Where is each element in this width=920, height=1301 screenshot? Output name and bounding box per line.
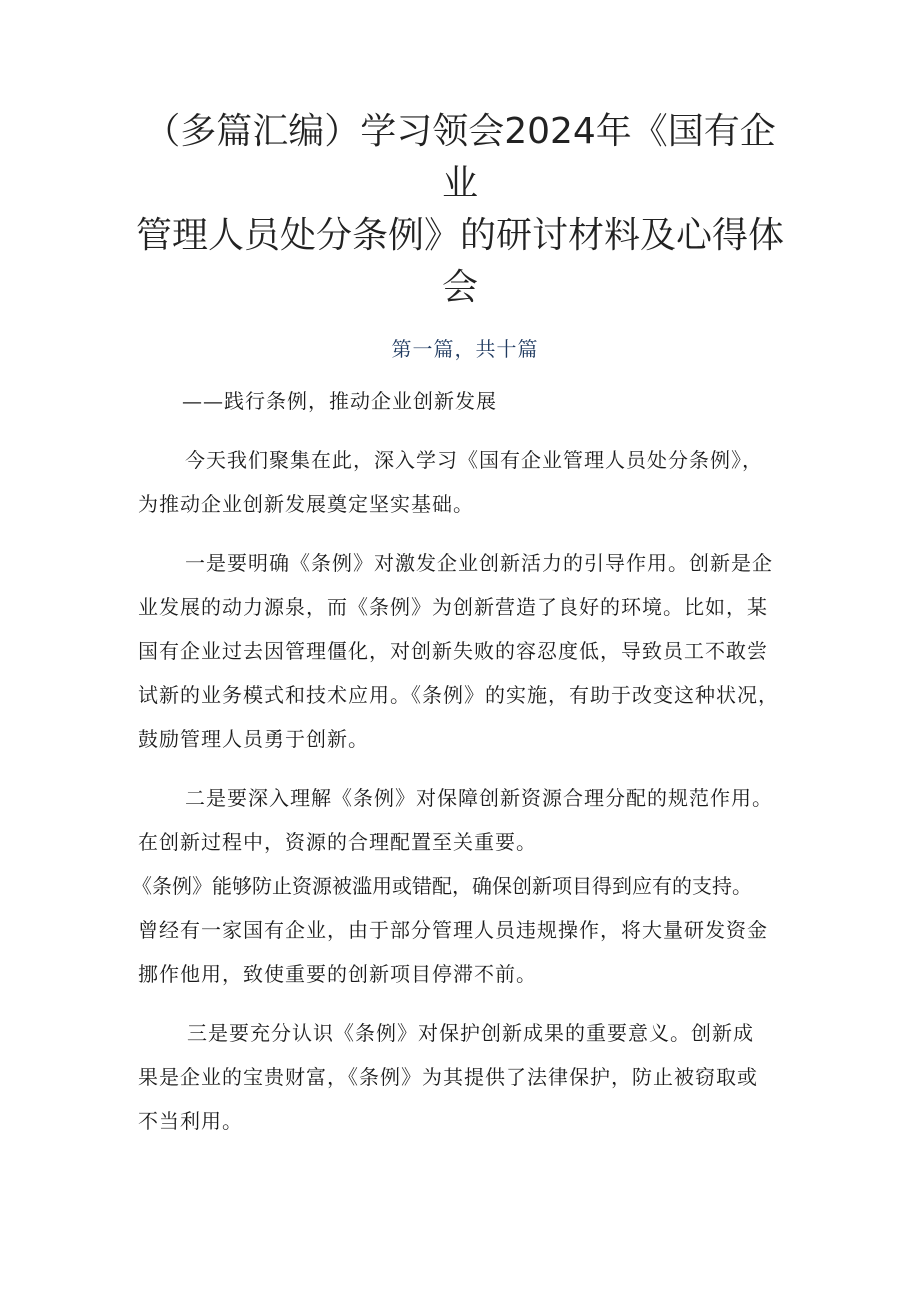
paragraph-line: 国有企业过去因管理僵化，对创新失败的容忍度低，导致员工不敢尝 (138, 639, 768, 663)
paragraph-line: 不当利用。 (138, 1109, 243, 1133)
title-line: （多篇汇编）学习领会2024年《国有企业 (144, 111, 776, 204)
paragraph-line: 曾经有一家国有企业，由于部分管理人员违规操作，将大量研发资金 (138, 918, 768, 942)
paragraph-line: 鼓励管理人员勇于创新。 (138, 727, 369, 751)
paragraph-line: 挪作他用，致使重要的创新项目停滞不前。 (138, 962, 537, 986)
paragraph-line: 一是要明确《条例》对激发企业创新活力的引导作用。创新是企 (185, 551, 773, 575)
paragraph-line: 在创新过程中，资源的合理配置至关重要。 (138, 830, 537, 854)
paragraph-line: 试新的业务模式和技术应用。《条例》的实施，有助于改变这种状况， (138, 683, 779, 707)
document-title (130, 106, 790, 314)
title-line: 会 (441, 267, 478, 308)
paragraph-line: 业发展的动力源泉，而《条例》为创新营造了良好的环境。比如，某 (138, 595, 768, 619)
paragraph-line: 果是企业的宝贵财富，《条例》为其提供了法律保护，防止被窃取或 (138, 1065, 758, 1089)
paragraph-line: 三是要充分认识《条例》对保护创新成果的重要意义。创新成 (187, 1021, 754, 1045)
paragraph-line: 今天我们聚集在此，深入学习《国有企业管理人员处分条例》， (185, 448, 763, 472)
paragraph-line: 为推动企业创新发展奠定坚实基础。 (138, 492, 474, 516)
section-label: 第一篇，共十篇 (391, 337, 539, 361)
paragraph-line: 二是要深入理解《条例》对保障创新资源合理分配的规范作用。 (185, 786, 773, 810)
paragraph-line: 《条例》能够防止资源被滥用或错配，确保创新项目得到应有的支持。 (132, 874, 752, 898)
theme-line: ——践行条例，推动企业创新发展 (182, 389, 497, 413)
title-line: 管理人员处分条例》的研讨材料及心得体 (135, 215, 784, 256)
